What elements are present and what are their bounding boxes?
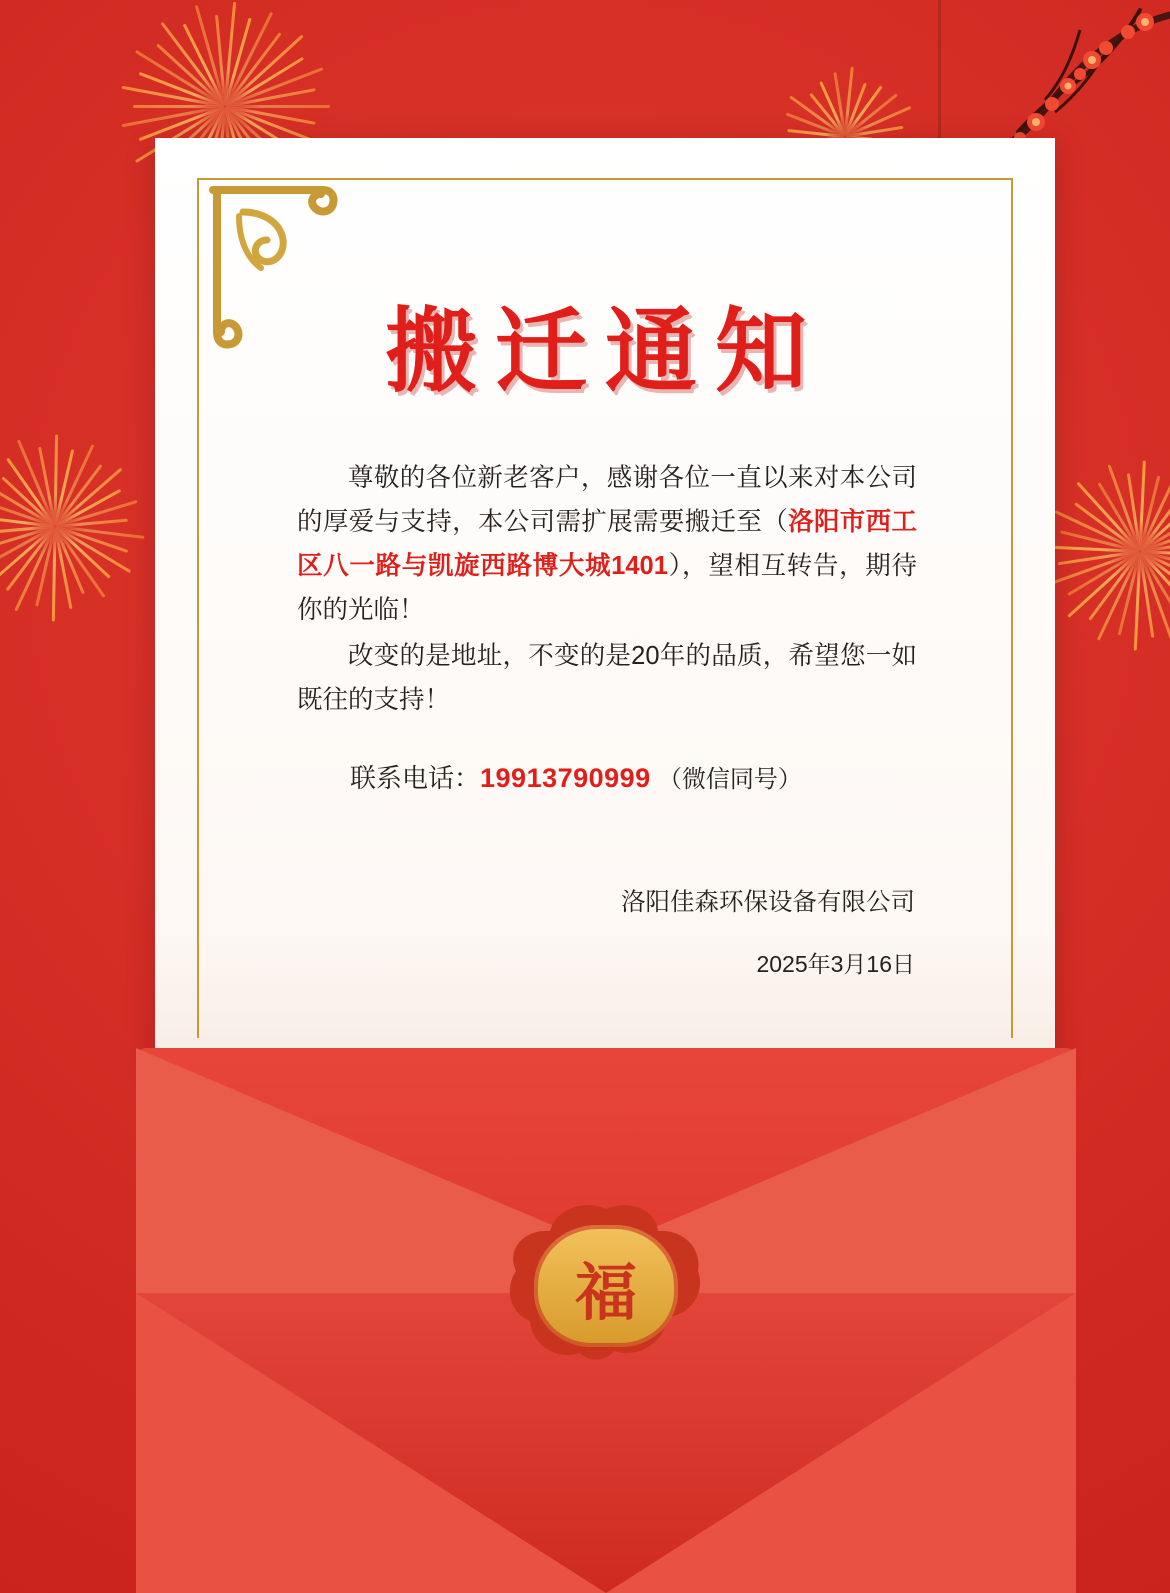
envelope-graphic	[136, 1048, 1076, 1593]
notice-card	[155, 138, 1055, 1068]
notice-paragraph-2	[297, 634, 917, 722]
paragraph-2-text: 改变的是地址，不变的是20年的品质，希望您一如既往的支持！	[297, 642, 917, 714]
fu-character: 福	[574, 1256, 637, 1329]
contact-label: 联系电话：	[350, 763, 481, 793]
page-title: 搬迁通知	[384, 298, 825, 405]
company-name: 洛阳佳森环保设备有限公司	[621, 889, 915, 916]
notice-date: 2025年3月16日	[756, 951, 915, 977]
new-address: 洛阳市西工区八一路与凯旋西路博大城1401	[297, 508, 917, 580]
fu-seal	[506, 1203, 706, 1368]
fireworks-icon-left	[0, 430, 160, 620]
paragraph-1-part-1: 尊敬的各位新老客户，感谢各位一直以来对本公司的厚爱与支持，本公司需扩展需要搬迁至（	[297, 464, 917, 536]
notice-body	[297, 456, 917, 724]
contact-phone[interactable]: 19913790999	[480, 763, 651, 793]
contact-line	[350, 758, 802, 795]
notice-paragraph-1	[297, 456, 917, 632]
paragraph-1-part-3: ），望相互转告，期待你的光临！	[297, 552, 917, 624]
contact-note: （微信同号）	[657, 766, 802, 793]
